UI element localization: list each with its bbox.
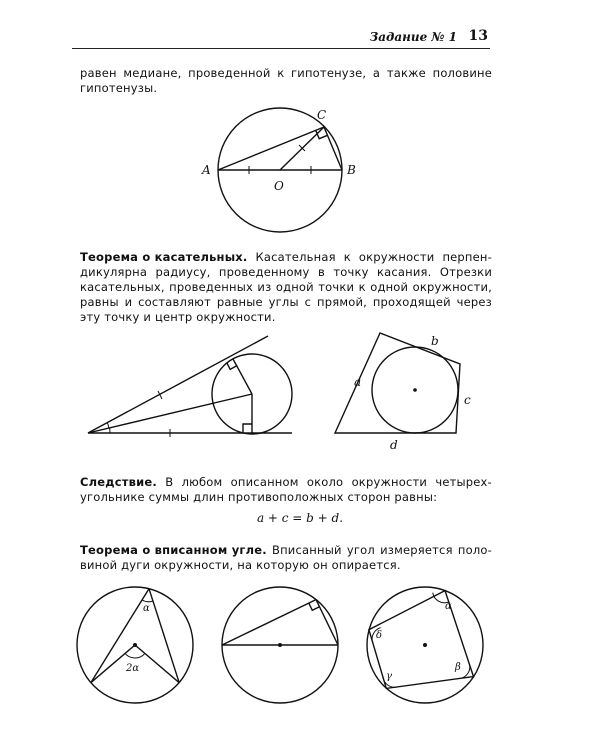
inscribed-word: поло-: [457, 543, 492, 557]
chord-left: [91, 589, 149, 683]
corollary-title: Следствие.: [80, 475, 157, 489]
intro-paragraph: [80, 66, 492, 96]
inscribed-theorem-title: Теорема о вписанном угле.: [80, 543, 267, 557]
right-angle-lower: [243, 424, 252, 433]
tangents-theorem-title: Теорема о касательных.: [80, 250, 248, 264]
tangents-word: Касательная: [255, 250, 336, 264]
label-side-c: c: [464, 393, 471, 407]
label-side-b: b: [431, 334, 439, 348]
angle-arc-upper: [107, 423, 109, 428]
inscribed-theorem: [80, 543, 492, 573]
tangents-theorem: [80, 250, 492, 325]
label-delta: δ: [376, 630, 383, 641]
quadrilateral: [369, 591, 474, 689]
side-cb: [324, 127, 342, 170]
intro-line-1: равен медиане, проведенной к гипотенузе, а также половине: [80, 66, 492, 80]
inscribed-line-2: виной дуги окружности, на которую он опирается.: [80, 558, 401, 572]
corollary-word: окружности: [351, 475, 428, 489]
figure-inscribed-central-angle: [70, 582, 200, 712]
tangents-line-4: равны и составляют равные углы с прямой, проходящей через: [80, 295, 492, 309]
central-angle-arc: [125, 653, 145, 658]
figure-cyclic-quadrilateral: [360, 582, 490, 712]
corollary-word: четырех-: [435, 475, 492, 489]
tangents-word: окружности: [358, 250, 435, 264]
center-dot: [133, 643, 137, 647]
corollary-line-2: угольнике суммы длин противоположных сторон равны:: [80, 490, 438, 504]
inscribed-word: измеряется: [380, 543, 453, 557]
circle-center: [413, 388, 417, 392]
corollary-word: около: [306, 475, 344, 489]
figure-circumscribed-quadrilateral: [330, 330, 490, 455]
label-two-alpha: 2α: [126, 663, 140, 674]
tangents-word: к: [343, 250, 351, 264]
tangents-line-5: эту точку и центр окружности.: [80, 310, 276, 324]
header-rule: [72, 48, 490, 49]
tangents-word: перпен-: [442, 250, 492, 264]
radius-upper: [233, 359, 252, 394]
sides-formula: a + c = b + d.: [256, 511, 344, 525]
angle-arc-beta: [462, 665, 470, 678]
center-dot: [278, 643, 282, 647]
inscribed-word: угол: [346, 543, 375, 557]
corollary-word: любом: [181, 475, 223, 489]
center-dot: [423, 643, 427, 647]
intro-line-2: гипотенузы.: [80, 81, 158, 95]
running-head: Задание № 1: [369, 30, 457, 44]
label-beta: β: [455, 662, 461, 673]
label-alpha: α: [445, 601, 452, 612]
inscribed-word: Вписанный: [272, 543, 342, 557]
inscribed-first-line: [80, 543, 492, 558]
label-alpha: α: [143, 603, 150, 614]
upper-ray: [88, 336, 268, 433]
corollary-word: описанном: [230, 475, 299, 489]
label-c: C: [317, 108, 327, 122]
inscribed-angle-arc: [142, 600, 153, 602]
label-side-a: a: [354, 375, 362, 389]
corollary: [80, 475, 492, 505]
label-a: A: [202, 163, 211, 177]
figure-right-triangle-circle: [190, 100, 370, 240]
center-line: [88, 394, 252, 433]
label-b: B: [347, 163, 356, 177]
tangents-line-2: дикулярна радиусу, проведенному в точку касания. Отрезки: [80, 265, 492, 279]
corollary-first-line: [80, 475, 492, 490]
tangents-line-3: касательных, проведенных из одной точки к одной окружности,: [80, 280, 492, 294]
corollary-word: В: [165, 475, 174, 489]
label-o: O: [274, 179, 284, 193]
tangents-first-line: [80, 250, 492, 265]
figure-tangents: [80, 330, 300, 445]
side-ac: [218, 127, 324, 170]
label-gamma: γ: [386, 671, 392, 682]
figure-angle-on-diameter: [215, 582, 345, 712]
page-number: 13: [468, 28, 488, 44]
label-side-d: d: [390, 438, 398, 452]
